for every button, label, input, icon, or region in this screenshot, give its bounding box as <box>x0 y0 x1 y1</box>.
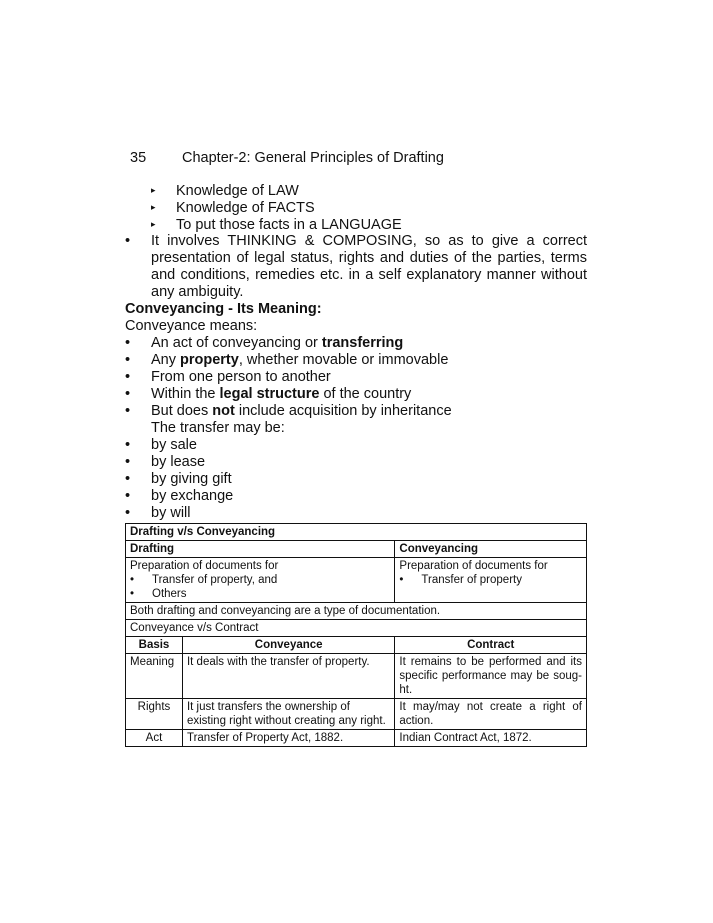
means-bullet-item: • Within the legal structure of the country <box>125 386 412 402</box>
table-row <box>126 654 587 699</box>
conveyance-cell: It deals with the transfer of property. <box>182 654 394 699</box>
triangle-bullet-icon: ▸ <box>151 219 156 229</box>
both-note: Both drafting and conveyancing are a type of documentation. <box>126 603 587 620</box>
means-bullet-item: • An act of conveyancing or transferring <box>125 335 404 351</box>
basis-cell: Act <box>126 730 183 747</box>
table-title: Drafting v/s Conveyancing <box>126 524 587 541</box>
sub-title: Conveyance v/s Contract <box>126 620 587 637</box>
chapter-title: Chapter-2: General Principles of Drafting <box>182 150 444 166</box>
table-row <box>126 603 587 620</box>
transfer-bullet-item: • by giving gift <box>125 471 232 487</box>
conveyancing-intro: Preparation of documents for <box>399 560 548 572</box>
col-conveyancing: Conveyancing <box>395 541 587 558</box>
bullet-icon: • <box>125 471 131 487</box>
basis-cell: Rights <box>126 699 183 730</box>
transfer-bullet-item: • by lease <box>125 454 206 470</box>
conveyance-cell: Transfer of Property Act, 1882. <box>182 730 394 747</box>
page-number: 35 <box>130 150 147 166</box>
table-title-row <box>126 524 587 541</box>
means-bullet-item: • From one person to another <box>125 369 331 385</box>
head-conveyance: Conveyance <box>182 637 394 654</box>
table-row <box>126 699 587 730</box>
means-bullet-item: • Any property, whether movable or immovable <box>125 352 449 368</box>
list-item: • Transfer of property <box>399 574 522 586</box>
triangle-bullet-icon: ▸ <box>151 185 156 195</box>
bullet-icon: • <box>125 437 131 453</box>
contract-cell: Indian Contract Act, 1872. <box>395 730 587 747</box>
means-label: Conveyance means: <box>125 318 258 334</box>
list-item: • Others <box>130 588 187 600</box>
sub-bullet-item: ▸ Knowledge of FACTS <box>151 200 315 216</box>
sub-bullet-item: ▸ To put those facts in a LANGUAGE <box>151 217 402 233</box>
table-row <box>126 730 587 747</box>
transfer-bullet-item: • by exchange <box>125 488 234 504</box>
table-row <box>126 558 587 603</box>
table-header-row <box>126 541 587 558</box>
bullet-icon: • <box>125 488 131 504</box>
drafting-cell <box>126 558 395 603</box>
comparison-table <box>125 523 587 747</box>
contract-cell: It may/may not create a right of action. <box>395 699 587 730</box>
table-header-row <box>126 637 587 654</box>
drafting-intro: Preparation of documents for <box>130 560 279 572</box>
head-basis: Basis <box>126 637 183 654</box>
conveyancing-cell <box>395 558 587 603</box>
sub-bullet-item: ▸ Knowledge of LAW <box>151 183 299 199</box>
transfer-bullet-item: • by will <box>125 505 191 521</box>
table-row <box>126 620 587 637</box>
transfer-bullet-item: • by sale <box>125 437 197 453</box>
bullet-icon: • <box>125 454 131 470</box>
bullet-icon: • <box>125 352 131 368</box>
bullet-icon: • <box>125 233 131 249</box>
head-contract: Contract <box>395 637 587 654</box>
intro-bullet <box>125 233 587 301</box>
contract-cell: It remains to be performed and its specific performance may be soug-ht. <box>395 654 587 699</box>
intro-bullet-text: It involves THINKING & COMPOSING, so as to give a correct presentation of legal status, rights and duties of the parties, terms and conditions, remedies etc. in a self explanatory manner without any ambiguity. <box>151 233 587 300</box>
bullet-icon: • <box>125 386 131 402</box>
basis-cell: Meaning <box>126 654 183 699</box>
bullet-icon: • <box>125 369 131 385</box>
transfer-label: The transfer may be: <box>151 420 285 436</box>
bullet-icon: • <box>125 403 131 419</box>
triangle-bullet-icon: ▸ <box>151 202 156 212</box>
bullet-icon: • <box>125 505 131 521</box>
list-item: • Transfer of property, and <box>130 574 278 586</box>
section-heading: Conveyancing - Its Meaning: <box>125 301 322 317</box>
col-drafting: Drafting <box>126 541 395 558</box>
bullet-icon: • <box>125 335 131 351</box>
conveyance-cell: It just transfers the ownership of existing right without creating any right. <box>182 699 394 730</box>
means-bullet-item: • But does not include acquisition by inheritance <box>125 403 452 419</box>
